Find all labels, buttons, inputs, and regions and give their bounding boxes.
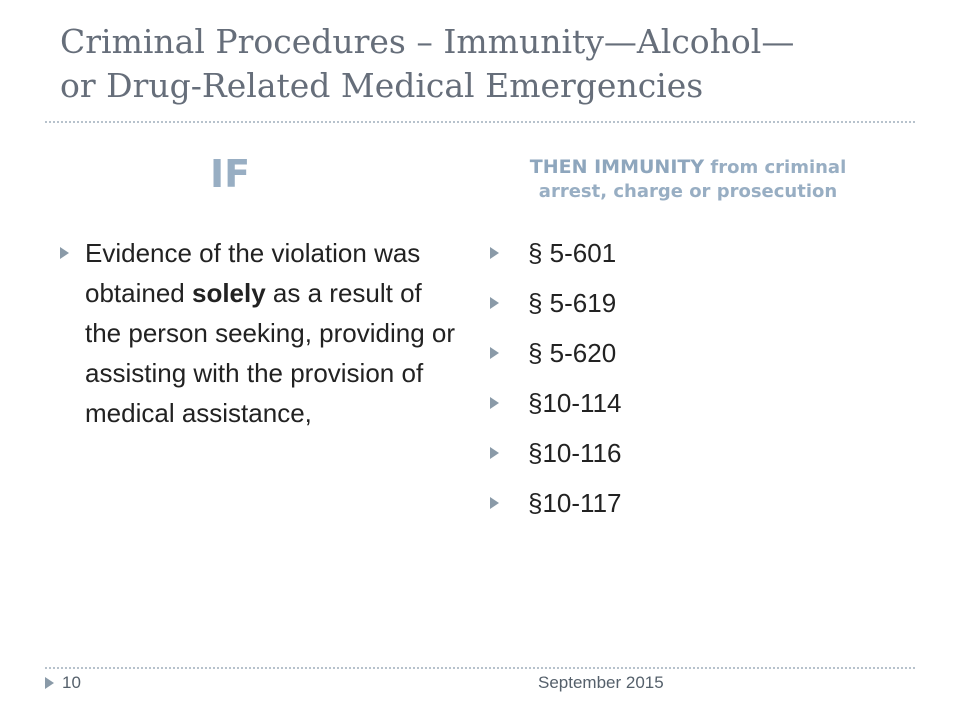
section-item [490, 333, 622, 383]
then-header-line-1 [478, 155, 898, 180]
triangle-bullet-icon [60, 247, 69, 259]
footer-triangle-icon [45, 677, 54, 689]
triangle-bullet-icon [490, 347, 499, 359]
section-item [490, 283, 622, 333]
page-number: 10 [62, 673, 81, 692]
section-label: § 5-601 [528, 238, 617, 268]
section-label: § 5-619 [528, 288, 617, 318]
section-label: § 5-620 [528, 338, 617, 368]
section-label: §10-114 [528, 388, 622, 418]
slide-title [60, 20, 920, 108]
condition-text-emphasis: solely [191, 278, 266, 308]
then-column-header [478, 155, 898, 204]
triangle-bullet-icon [490, 497, 499, 509]
triangle-bullet-icon [490, 297, 499, 309]
then-header-line-2: arrest, charge or prosecution [538, 181, 838, 202]
bottom-divider [45, 667, 915, 669]
then-header-bold: THEN IMMUNITY [529, 156, 705, 178]
triangle-bullet-icon [490, 447, 499, 459]
section-item [490, 383, 622, 433]
top-divider [45, 121, 915, 123]
section-label: §10-116 [528, 438, 622, 468]
if-column-header: IF [209, 152, 251, 196]
triangle-bullet-icon [490, 397, 499, 409]
condition-text-after: as a result of the person seeking, providing or assisting with the provision of medical assistance, [85, 278, 456, 428]
title-line-2: or Drug-Related Medical Emergencies [60, 66, 704, 105]
condition-text-before: Evidence of the violation was obtained [85, 238, 421, 308]
title-line-1: Criminal Procedures – Immunity—Alcohol— [60, 22, 795, 61]
footer-date: September 2015 [538, 673, 664, 692]
section-list [490, 233, 622, 533]
then-header-rest: from criminal [704, 157, 847, 178]
section-item [490, 433, 622, 483]
triangle-bullet-icon [490, 247, 499, 259]
section-item [490, 483, 622, 533]
if-condition-text [85, 233, 455, 433]
section-item [490, 233, 622, 283]
section-label: §10-117 [528, 488, 622, 518]
